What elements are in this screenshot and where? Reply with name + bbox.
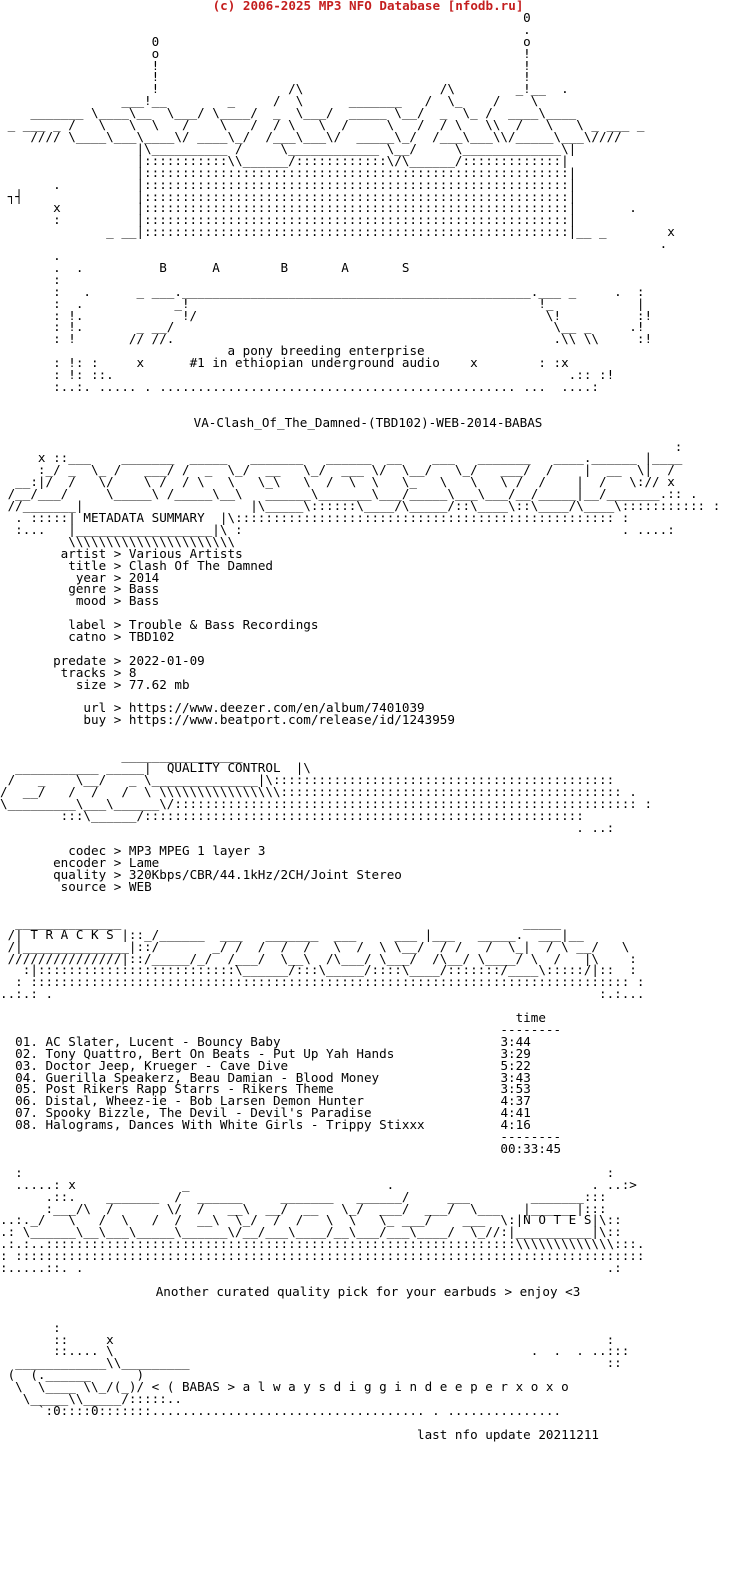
track-time: 3:44 [500, 1033, 531, 1049]
genre-value: Bass [128, 581, 160, 597]
year-value: 2014 [128, 569, 160, 585]
encoder-value: Lame [128, 855, 160, 871]
quality-list: codec > MP3 MPEG 1 layer 3 encoder > Lame quality > 320Kbps/CBR/44.1kHz/2CH/Joint Stereo source > WEB [53, 843, 402, 895]
total-time: 00:33:45 [500, 1141, 562, 1156]
track-title: AC Slater, Lucent - Bouncy Baby [45, 1033, 281, 1049]
predate-value: 2022-01-09 [128, 652, 205, 668]
codec-value: MP3 MPEG 1 layer 3 [128, 843, 266, 859]
track-time: 3:53 [500, 1081, 531, 1097]
quality-value: 320Kbps/CBR/44.1kHz/2CH/Joint Stereo [128, 867, 402, 883]
release-name: VA-Clash_Of_The_Damned-(TBD102)-WEB-2014-BABAS [193, 414, 543, 430]
header-tagline-1: a pony breeding enterprise [227, 343, 425, 359]
track-number: 04. [15, 1069, 38, 1085]
artist-value: Various Artists [128, 545, 243, 561]
metadata-heading: METADATA SUMMARY [83, 509, 205, 525]
track-title: Post Rikers Rapp Starrs - Rikers Theme [45, 1081, 334, 1097]
catno-value: TBD102 [128, 629, 175, 645]
header-bottom: : !: ::. .:: :! :..:. ..... . ............................................... ... ....: [53, 367, 615, 394]
track-title: Distal, Wheez-ie - Bob Larsen Demon Hunter [45, 1093, 364, 1109]
label-value: Trouble & Bass Recordings [128, 617, 319, 633]
track-title: Tony Quattro, Bert On Beats - Put Up Yah Hands [45, 1045, 395, 1061]
track-list [0, 1033, 736, 1133]
track-number: 01. [15, 1033, 38, 1049]
notes-ascii-logo: : : .....: x _ . . ..:> .::. _______ / ______ _______ ______/ ___ _______::: :___/\ / \/ / __\ __/ __ \_/ ___/ ___/ \___ |______|::: ..:._/ \ / \ / / __\ \_/ / / \ \ \_ ___/ ___ \:|N O T E S|\:: .: \______\__\___\_____\______\/__/___\____/__\___/___\____/ \_//:|__________|\:: .:.:..::::::::::::::::::::::::::::::::::::::::::::::::::::::::::::::\\\\\\\\\\\\\:::. : ::::::::::::::::::::::::::::::::::::::::::::::::::::::::::::::::::::::::::::::::::: :.....::. . .: [0, 1164, 645, 1276]
track-time: 3:43 [500, 1069, 531, 1085]
buy-value: https://www.beatport.com/release/id/1243959 [128, 712, 455, 728]
quality-ascii-logo: ________________ ___________ _____| QUALITY CONTROL |\ / _ \__/ _ \______________|\::::::::::::::::::::::::::::::::::::::::::::: / __/ / / / \ \\\\\\\\\\\\\\\\::::::::::::::::::::::::::::::::::::::::::::: . \_________\___\______\/::::::::::::::::::::::::::::::::::::::::::::::::::::::::::::: : :::\______/:::::::::::::::::::::::::::::::::::::::::::::::::::::::::: . ..: [0, 748, 653, 835]
footer-bottom: \_____\\_____/:::::.. `:0::::0:::::::.................................... . ............... [22, 1391, 562, 1418]
size-value: 77.62 mb [128, 676, 190, 692]
time-header: time [515, 1010, 546, 1026]
track-title: Guerilla Speakerz, Beau Damian - Blood Money [45, 1069, 380, 1085]
tracks-count-value: 8 [128, 664, 137, 680]
mood-value: Bass [128, 593, 160, 609]
header-letters-row: . . B A B A S [0, 259, 410, 275]
track-number: 05. [15, 1081, 38, 1097]
tracks-ascii-logo: ______________ _____ /| T R A C K S |::_/______ ___ _______ ___ ___ |___ _____. ___|__ /|______________|::/ _/ / / / / \ / \ \__/ / / / \_| / \ __/ \ ///////////////|::/_____/_/ /___/ \__\ /\___/ \___/ /\__/ \____/ \ / |\ : :|::::::::::::::::::::::::::\______/:::\_____/::::\____/:::::::/____\:::::/|:: : : ::::::::::::::::::::::::::::::::::::::::::::::::::::::::::::::::::::::::::::::: : ..:.: . :.:... [0, 914, 645, 1002]
track-number: 08. [15, 1117, 38, 1133]
track-number: 02. [15, 1045, 38, 1061]
tracks-total: -------- 00:33:45 [500, 1129, 562, 1156]
track-title: Spooky Bizzle, The Devil - Devil's Paradise [45, 1105, 372, 1121]
track-time: 5:22 [500, 1057, 531, 1073]
babas-letters: B A B A S [159, 259, 410, 275]
copyright-banner: (c) 2006-2025 MP3 NFO Database [nfodb.ru] [212, 0, 524, 13]
track-time: 4:16 [500, 1117, 531, 1133]
footer-ascii: : :: x : ::.... \ . . . ..::: ____________\\_________ :: ( (.______ ) [7, 1319, 630, 1383]
track-number: 07. [15, 1105, 38, 1121]
notes-text: Another curated quality pick for your earbuds > enjoy <3 [155, 1283, 581, 1299]
header-frame: : : . _ ___.______________________________________________.___ _ . : : . _! !_ | : !. !/ \! :! : !. _ __/ \__ _ .! : ! // //. .\\ \\ :! [53, 271, 653, 347]
tracks-heading: T R A C K S [30, 926, 114, 942]
tracks-header: time -------- [500, 1010, 562, 1037]
header-ascii-logo: 0 . 0 o o ! ! ! ! ! ! /\ /\ _!__ . ___!__ _ / \ _______ / \_ / \ _______ \____\__ \___/ \____/ _ \___/ _____ \__/ _ \_ / ____\____ _ ___ _ / \ \ \ / \ / / \ \ / \ / / \ \\ / \ \ _ ___ _ //// \____\___\____\/ ____\_/ /___\___\/ _____\_/ /___\___\\/_____\___\//// |\__________ / \____________ \__/ \_____________\| |:::::::::::\\______/::::::::::::\/\______/:::::::::::::| |::::::::::::::::::::::::::::::::::::::::::::::::::::::::| . |::::::::::::::::::::::::::::::::::::::::::::::::::::::::| ┐┤ |::::::::::::::::::::::::::::::::::::::::::::::::::::::::| x |::::::::::::::::::::::::::::::::::::::::::::::::::::::::| . : |::::::::::::::::::::::::::::::::::::::::::::::::::::::::| _ __|::::::::::::::::::::::::::::::::::::::::::::::::::::::::|__ _ x . . [7, 9, 675, 264]
track-number: 03. [15, 1057, 38, 1073]
header-tagline-2: : !: : x #1 in ethiopian underground audio x : :x [0, 355, 569, 371]
track-time: 3:29 [500, 1045, 531, 1061]
source-value: WEB [128, 879, 152, 895]
url-value: https://www.deezer.com/en/album/7401039 [128, 700, 425, 716]
footer-motto-row: \ \____ \\_/(_)/ < ( BABAS > a l w a y s d i g g i n d e e p e r x o x o [0, 1379, 569, 1395]
metadata-ascii-logo: : x ::___ _______ _____ _______ ______ __ ___ _______ ____.______ |____ :_/ _ \_ / ___/ / _ \_/ __ \_/ ___ \/ \__/ \_/ ___/ / | __ \| / __:|/ / \/ \ / / \ \ \_\ \ / \ \ \_ \ \ \ / / | / \:// x /__/___/ \_____\ /_____\__\ ______\_______\___/_____\___\___/__/_____|__/_______.:: . //_______| |\_____\::::::\____/\_____/::\____\::\____/\____\::::::::::: : . :::::| METADATA SUMMARY |\:::::::::::::::::::::::::::::::::::::::::::::::::: : :... |__________________|\ : . ....: \\\\\\\\\\\\\\\\\\\\\\ [7, 438, 721, 549]
track-title: Halograms, Dances With White Girls - Trippy Stixxx [45, 1117, 425, 1133]
track-time: 4:41 [500, 1105, 531, 1121]
last-update: last nfo update 20211211 [417, 1426, 599, 1442]
last-update-row [0, 1426, 736, 1442]
metadata-list: artist > Various Artists title > Clash Of The Damned year > 2014 genre > Bass mood > Bass label > Trouble & Bass Recordings catno > TBD102 predate > 2022-01-09 tracks > 8 size > 77.62 mb url > https://www.deezer.com/en/album/7401039 buy > https://www.beatport.com/release/id/1243959 [53, 545, 455, 728]
track-time: 4:37 [500, 1093, 531, 1109]
title-value: Clash Of The Damned [128, 557, 273, 573]
track-title: Doctor Jeep, Krueger - Cave Dive [45, 1057, 289, 1073]
footer-motto: ( BABAS > a l w a y s d i g g i n d e e p e r x o x o [166, 1379, 569, 1395]
quality-heading: QUALITY CONTROL [166, 760, 281, 775]
track-number: 06. [15, 1093, 38, 1109]
